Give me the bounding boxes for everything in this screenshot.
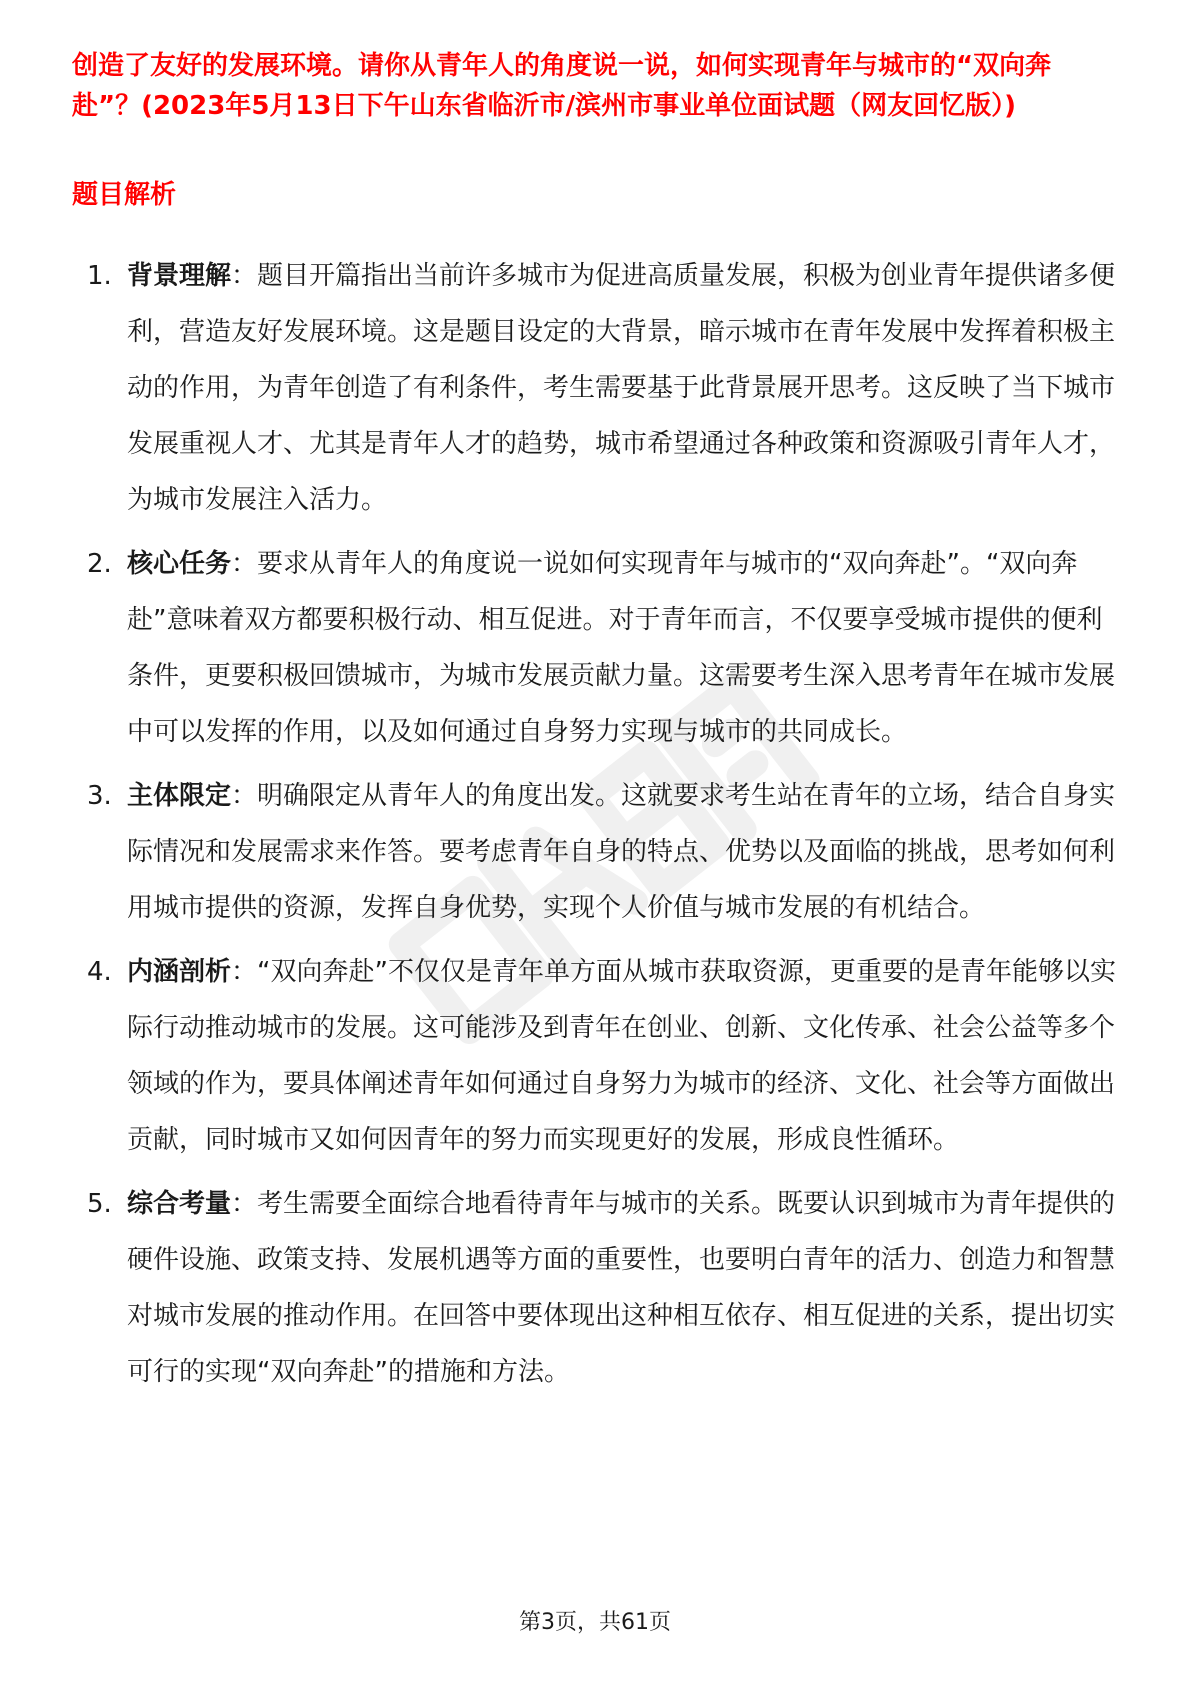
analysis-item [0, 1176, 1117, 1400]
item-heading: 综合考量 [127, 1189, 232, 1219]
item-number: 3. [87, 781, 112, 811]
item-number: 2. [87, 549, 112, 579]
item-heading: 主体限定 [127, 781, 232, 811]
item-body: ：考生需要全面综合地看待青年与城市的关系。既要认识到城市为青年提供的硬件设施、政策支持、发展机遇等方面的重要性，也要明白青年的活力、创造力和智慧对城市发展的推动作用。在回答中要体现出这种相互依存、相互促进的关系，提出切实可行的实现“双向奔赴”的措施和方法。 [127, 1189, 1116, 1387]
item-body: ：要求从青年人的角度说一说如何实现青年与城市的“双向奔赴”。“双向奔赴”意味着双方都要积极行动、相互促进。对于青年而言，不仅要享受城市提供的便利条件，更要积极回馈城市，为城市发展贡献力量。这需要考生深入思考青年在城市发展中可以发挥的作用，以及如何通过自身努力实现与城市的共同成长。 [127, 549, 1116, 747]
item-body: ：“双向奔赴”不仅仅是青年单方面从城市获取资源，更重要的是青年能够以实际行动推动城市的发展。这可能涉及到青年在创业、创新、文化传承、社会公益等多个领域的作为，要具体阐述青年如何通过自身努力为城市的经济、文化、社会等方面做出贡献，同时城市又如何因青年的努力而实现更好的发展，形成良性循环。 [127, 957, 1116, 1155]
analysis-item [0, 768, 1117, 936]
page-number-footer: 第3页，共61页 [519, 1610, 671, 1635]
item-number: 1. [87, 261, 112, 291]
analysis-item [0, 536, 1117, 760]
item-heading: 背景理解 [127, 261, 232, 291]
analysis-item [0, 944, 1117, 1168]
section-title: 题目解析 [72, 180, 177, 210]
item-number: 5. [87, 1189, 112, 1219]
item-body: ：题目开篇指出当前许多城市为促进高质量发展，积极为创业青年提供诸多便利，营造友好发展环境。这是题目设定的大背景，暗示城市在青年发展中发挥着积极主动的作用，为青年创造了有利条件，考生需要基于此背景展开思考。这反映了当下城市发展重视人才、尤其是青年人才的趋势，城市希望通过各种政策和资源吸引青年人才，为城市发展注入活力。 [127, 261, 1116, 515]
item-heading: 内涵剖析 [127, 957, 232, 987]
analysis-item [0, 248, 1117, 528]
analysis-list [0, 248, 1190, 1408]
item-number: 4. [87, 957, 112, 987]
item-body: ：明确限定从青年人的角度出发。这就要求考生站在青年的立场，结合自身实际情况和发展需求来作答。要考虑青年自身的特点、优势以及面临的挑战，思考如何利用城市提供的资源，发挥自身优势，实现个人价值与城市发展的有机结合。 [127, 781, 1116, 923]
item-heading: 核心任务 [127, 549, 232, 579]
question-text: 创造了友好的发展环境。请你从青年人的角度说一说，如何实现青年与城市的“双向奔赴”？(2023年5月13日下午山东省临沂市/滨州市事业单位面试题（网友回忆版）) [72, 51, 1052, 121]
